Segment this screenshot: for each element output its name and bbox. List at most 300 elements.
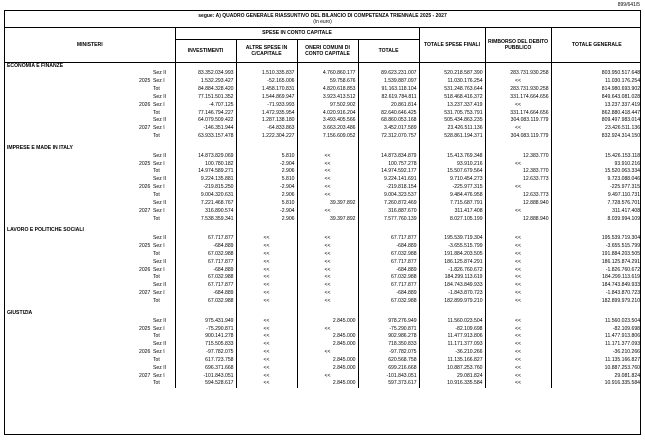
cell-totale-spese-finali: 8.027.105.199 <box>419 216 485 224</box>
table-row <box>5 176 641 184</box>
header-spese-conto-capitale: SPESE IN CONTO CAPITALE <box>175 28 419 39</box>
cell-oneri-comuni: << <box>297 373 358 381</box>
cell-investimenti: 594.528.617 <box>175 380 236 388</box>
section-type: Sez II <box>151 153 175 161</box>
cell-oneri-comuni: << <box>297 298 358 306</box>
year-label <box>137 70 151 78</box>
cell-totale: 718.350.833 <box>358 341 419 349</box>
cell-altre-spese: 2.906 <box>236 216 297 224</box>
cell-totale-spese-finali: 11.030.176.254 <box>419 78 485 86</box>
cell-totale-spese-finali: 9.484.476.958 <box>419 192 485 200</box>
cell-altre-spese: 5.810 <box>236 153 297 161</box>
section-type: Sez I <box>151 102 175 110</box>
cell-totale: 67.717.877 <box>358 282 419 290</box>
cell-totale-generale: 191.884.203.505 <box>601 250 641 257</box>
cell-totale-spese-finali: 531.248.763.644 <box>419 86 485 94</box>
cell-oneri-comuni: << <box>297 243 358 251</box>
cell-totale: 91.163.118.104 <box>358 86 419 94</box>
table-row <box>5 282 641 290</box>
cell-altre-spese: << <box>236 251 297 259</box>
cell-totale-generale: 7.728.576.701 <box>607 199 641 206</box>
budget-table <box>5 28 641 388</box>
cell-oneri-comuni: << <box>297 267 358 275</box>
cell-totale-generale: 832.924.314.150 <box>601 133 641 140</box>
cell-altre-spese: << <box>236 267 297 275</box>
cell-investimenti: 67.032.988 <box>175 274 236 282</box>
cell-totale-spese-finali: 15.507.679.564 <box>419 168 485 176</box>
section-type: Tot <box>151 380 175 388</box>
header-totale-spese-finali: TOTALE SPESE FINALI <box>419 28 485 62</box>
cell-rimborso-debito: << <box>485 184 551 192</box>
cell-rimborso-debito: << <box>485 341 551 349</box>
cell-totale-generale: 15.426.153.118 <box>605 152 641 159</box>
cell-oneri-comuni: 4.020.916.204 <box>297 110 358 118</box>
cell-rimborso-debito: << <box>485 235 551 243</box>
cell-oneri-comuni: << <box>297 192 358 200</box>
cell-totale-spese-finali: 11.171.377.093 <box>419 341 485 349</box>
year-label <box>137 216 151 224</box>
page-number: 899/641/5 <box>617 2 640 8</box>
year-label <box>137 168 151 176</box>
cell-rimborso-debito: << <box>485 161 551 169</box>
cell-rimborso-debito: << <box>485 349 551 357</box>
cell-altre-spese: -52.165.006 <box>236 78 297 86</box>
cell-totale-generale: -82.109.698 <box>612 325 641 332</box>
cell-investimenti: -146.351.944 <box>175 125 236 133</box>
header-investimenti: INVESTIMENTI <box>175 39 236 62</box>
table-row <box>5 110 641 118</box>
table-row <box>5 117 641 125</box>
header-altre-spese: ALTRE SPESE IN C/CAPITALE <box>236 39 297 62</box>
cell-totale: -97.782.075 <box>358 349 419 357</box>
table-row <box>5 70 641 78</box>
year-label: 2026 <box>139 184 151 191</box>
cell-altre-spese: << <box>236 290 297 298</box>
section-type: Sez I <box>151 373 175 381</box>
year-label <box>137 259 151 267</box>
cell-totale-spese-finali: 518.468.416.372 <box>419 94 485 102</box>
cell-oneri-comuni: << <box>297 274 358 282</box>
cell-oneri-comuni: 59.758.676 <box>297 78 358 86</box>
table-body <box>5 62 641 388</box>
cell-totale-generale: 10.916.335.584 <box>604 380 641 387</box>
section-header-row <box>5 145 641 153</box>
cell-investimenti: 67.717.877 <box>175 282 236 290</box>
table-row <box>5 125 641 133</box>
cell-oneri-comuni: << <box>297 184 358 192</box>
cell-rimborso-debito: 304.083.119.779 <box>485 117 551 125</box>
table-row <box>5 208 641 216</box>
section-type: Sez I <box>151 78 175 86</box>
section-type: Sez I <box>151 326 175 334</box>
cell-rimborso-debito: 304.083.119.779 <box>485 133 551 141</box>
cell-altre-spese: -2.904 <box>236 208 297 216</box>
section-type: Sez I <box>151 243 175 251</box>
cell-totale: 9.224.141.691 <box>358 176 419 184</box>
year-label <box>137 235 151 243</box>
cell-investimenti: 9.224.135.881 <box>175 176 236 184</box>
section-type: Sez I <box>151 184 175 192</box>
section-type: Sez I <box>151 349 175 357</box>
year-label <box>137 357 151 365</box>
cell-altre-spese: << <box>236 259 297 267</box>
cell-oneri-comuni: 7.156.609.052 <box>297 133 358 141</box>
cell-totale-spese-finali: 531.705.753.791 <box>419 110 485 118</box>
cell-rimborso-debito: << <box>485 259 551 267</box>
cell-totale: 597.373.617 <box>358 380 419 388</box>
cell-investimenti: 7.538.359.341 <box>175 216 236 224</box>
cell-investimenti: 64.079.509.422 <box>175 117 236 125</box>
cell-rimborso-debito: << <box>485 282 551 290</box>
cell-rimborso-debito: 283.731.930.258 <box>485 86 551 94</box>
cell-totale-generale: 93.910.216 <box>614 160 641 167</box>
table-row <box>5 216 641 224</box>
cell-totale: 67.717.877 <box>358 259 419 267</box>
cell-totale-generale: 9.723.088.046 <box>607 176 641 183</box>
cell-totale: 316.887.670 <box>358 208 419 216</box>
table-title: segue: A) QUADRO GENERALE RIASSUNTIVO DEL BILANCIO DI COMPETENZA TRIENNALE 2025 - 2027 <box>198 13 447 19</box>
cell-totale: -219.818.154 <box>358 184 419 192</box>
budget-table-sheet <box>4 10 641 435</box>
cell-totale-spese-finali: 520.218.587.390 <box>419 70 485 78</box>
cell-totale-generale: 10.887.253.760 <box>604 364 641 371</box>
cell-oneri-comuni: << <box>297 235 358 243</box>
cell-oneri-comuni: << <box>297 161 358 169</box>
cell-investimenti: 14.873.829.069 <box>175 153 236 161</box>
table-row <box>5 235 641 243</box>
cell-totale: 72.312.070.757 <box>358 133 419 141</box>
cell-altre-spese: << <box>236 274 297 282</box>
cell-totale-generale: 11.030.176.254 <box>605 78 641 85</box>
section-type: Sez II <box>151 117 175 125</box>
year-label: 2026 <box>139 101 151 108</box>
cell-totale-spese-finali: 311.417.408 <box>419 208 485 216</box>
ministry-name: LAVORO E POLITICHE SOCIALI <box>7 227 84 234</box>
cell-totale-generale: 311.417.408 <box>612 207 641 214</box>
cell-oneri-comuni: 97.502.902 <box>297 102 358 110</box>
cell-totale: 67.032.988 <box>358 298 419 306</box>
cell-totale-generale: 8.039.994.109 <box>607 215 641 222</box>
section-header-row <box>5 62 641 70</box>
ministry-name: IMPRESE E MADE IN ITALY <box>7 144 73 151</box>
cell-totale-generale: -3.655.515.799 <box>605 243 641 250</box>
year-label <box>137 298 151 306</box>
cell-investimenti: 84.884.328.420 <box>175 86 236 94</box>
section-type: Tot <box>151 333 175 341</box>
section-type: Tot <box>151 110 175 118</box>
cell-oneri-comuni: 2.845.000 <box>297 318 358 326</box>
cell-oneri-comuni: 2.845.000 <box>297 341 358 349</box>
table-row <box>5 341 641 349</box>
section-type: Sez I <box>151 125 175 133</box>
section-type: Sez II <box>151 235 175 243</box>
cell-rimborso-debito: 331.174.664.656 <box>485 94 551 102</box>
year-label <box>137 117 151 125</box>
section-type: Sez I <box>151 208 175 216</box>
cell-oneri-comuni: << <box>297 168 358 176</box>
cell-rimborso-debito: 12.888.940 <box>485 216 551 224</box>
table-row <box>5 161 641 169</box>
cell-totale: 620.568.758 <box>358 357 419 365</box>
cell-investimenti: -684.889 <box>175 243 236 251</box>
cell-totale: 68.860.053.168 <box>358 117 419 125</box>
cell-rimborso-debito: << <box>485 326 551 334</box>
section-type: Sez II <box>151 200 175 208</box>
cell-totale: 7.260.872.469 <box>358 200 419 208</box>
cell-totale-spese-finali: 23.426.511.136 <box>419 125 485 133</box>
year-label <box>137 380 151 388</box>
cell-totale: 20.861.814 <box>358 102 419 110</box>
section-type: Sez I <box>151 161 175 169</box>
table-row <box>5 200 641 208</box>
cell-totale: 1.539.887.097 <box>358 78 419 86</box>
cell-rimborso-debito: << <box>485 102 551 110</box>
year-label <box>137 333 151 341</box>
cell-totale-generale: 11.171.377.093 <box>605 341 641 348</box>
year-label: 2025 <box>139 325 151 332</box>
cell-oneri-comuni: << <box>297 251 358 259</box>
table-row <box>5 357 641 365</box>
year-label: 2027 <box>139 207 151 214</box>
section-type: Sez I <box>151 267 175 275</box>
section-header-row <box>5 310 641 318</box>
cell-totale-spese-finali: 7.715.687.791 <box>419 200 485 208</box>
cell-investimenti: 67.717.877 <box>175 235 236 243</box>
cell-totale: 67.032.988 <box>358 274 419 282</box>
header-oneri-comuni: ONERI COMUNI DI CONTO CAPITALE <box>297 39 358 62</box>
cell-investimenti: 67.717.877 <box>175 259 236 267</box>
year-label: 2026 <box>139 349 151 356</box>
section-type: Sez II <box>151 176 175 184</box>
cell-oneri-comuni: << <box>297 290 358 298</box>
cell-oneri-comuni: 4.820.618.853 <box>297 86 358 94</box>
cell-totale: 82.640.646.425 <box>358 110 419 118</box>
cell-altre-spese: -2.904 <box>236 184 297 192</box>
cell-oneri-comuni: 39.397.892 <box>297 216 358 224</box>
year-label <box>137 318 151 326</box>
cell-rimborso-debito: << <box>485 365 551 373</box>
cell-altre-spese: -71.933.993 <box>236 102 297 110</box>
cell-investimenti: 63.933.157.478 <box>175 133 236 141</box>
year-label <box>137 282 151 290</box>
cell-totale-generale: 15.520.063.334 <box>604 168 641 175</box>
cell-totale-generale: 803.950.517.648 <box>601 70 641 77</box>
cell-rimborso-debito: << <box>485 298 551 306</box>
cell-totale-generale: 814.980.693.902 <box>601 86 641 93</box>
cell-rimborso-debito: << <box>485 380 551 388</box>
table-row <box>5 373 641 381</box>
table-row <box>5 333 641 341</box>
table-row <box>5 243 641 251</box>
cell-totale-generale: 849.643.081.028 <box>601 93 641 100</box>
table-row <box>5 133 641 141</box>
cell-totale-spese-finali: -1.826.760.672 <box>419 267 485 275</box>
cell-totale: -75.290.871 <box>358 326 419 334</box>
cell-investimenti: 696.371.668 <box>175 365 236 373</box>
cell-totale: 67.717.877 <box>358 235 419 243</box>
cell-rimborso-debito: 12.633.773 <box>485 192 551 200</box>
cell-investimenti: 975.431.949 <box>175 318 236 326</box>
ministry-name: ECONOMIA E FINANZE <box>7 62 64 69</box>
cell-totale-spese-finali: 9.710.454.273 <box>419 176 485 184</box>
table-row <box>5 267 641 275</box>
table-row <box>5 318 641 326</box>
cell-altre-spese: << <box>236 318 297 326</box>
cell-rimborso-debito: << <box>485 243 551 251</box>
cell-totale-generale: 184.299.113.619 <box>602 274 641 281</box>
year-label <box>137 274 151 282</box>
cell-totale-spese-finali: 184.743.849.933 <box>419 282 485 290</box>
section-type: Tot <box>151 192 175 200</box>
table-row <box>5 259 641 267</box>
cell-investimenti: -97.782.075 <box>175 349 236 357</box>
cell-totale-spese-finali: -3.655.515.799 <box>419 243 485 251</box>
cell-investimenti: 316.890.574 <box>175 208 236 216</box>
cell-totale-generale: -1.843.870.723 <box>605 290 641 297</box>
cell-altre-spese: << <box>236 373 297 381</box>
section-type: Tot <box>151 216 175 224</box>
cell-totale-spese-finali: 191.884.203.505 <box>419 251 485 259</box>
cell-oneri-comuni: << <box>297 349 358 357</box>
year-label <box>137 251 151 259</box>
year-label <box>137 341 151 349</box>
cell-totale-spese-finali: -1.843.870.723 <box>419 290 485 298</box>
year-label <box>137 110 151 118</box>
cell-totale-spese-finali: 10.887.253.760 <box>419 365 485 373</box>
cell-totale-generale: 11.135.166.827 <box>605 356 641 363</box>
cell-totale-generale: 29.081.824 <box>614 372 641 379</box>
cell-investimenti: 100.780.182 <box>175 161 236 169</box>
cell-totale: 14.974.592.177 <box>358 168 419 176</box>
cell-investimenti: 900.141.278 <box>175 333 236 341</box>
cell-oneri-comuni: 2.845.000 <box>297 357 358 365</box>
section-type: Sez II <box>151 318 175 326</box>
cell-investimenti: 715.505.833 <box>175 341 236 349</box>
cell-rimborso-debito: << <box>485 125 551 133</box>
cell-totale-spese-finali: 186.125.874.291 <box>419 259 485 267</box>
cell-totale-generale: 11.560.023.504 <box>605 317 641 324</box>
cell-totale-generale: -1.826.760.672 <box>605 266 641 273</box>
cell-rimborso-debito: << <box>485 78 551 86</box>
cell-oneri-comuni: << <box>297 153 358 161</box>
year-label: 2027 <box>139 372 151 379</box>
ministry-name: GIUSTIZIA <box>7 309 33 316</box>
cell-investimenti: 617.723.758 <box>175 357 236 365</box>
table-title-block <box>5 11 640 28</box>
cell-altre-spese: << <box>236 282 297 290</box>
header-ministeri: MINISTERI <box>5 28 175 62</box>
cell-totale-spese-finali: 13.237.337.419 <box>419 102 485 110</box>
section-type: Tot <box>151 274 175 282</box>
cell-totale: 67.032.988 <box>358 251 419 259</box>
cell-totale-spese-finali: -225.977.315 <box>419 184 485 192</box>
cell-oneri-comuni: 2.845.000 <box>297 333 358 341</box>
cell-altre-spese: << <box>236 243 297 251</box>
cell-rimborso-debito: << <box>485 290 551 298</box>
cell-altre-spese: -2.904 <box>236 161 297 169</box>
table-row <box>5 184 641 192</box>
section-type: Tot <box>151 357 175 365</box>
cell-totale-spese-finali: 15.413.769.348 <box>419 153 485 161</box>
cell-totale: 3.452.017.589 <box>358 125 419 133</box>
cell-totale-generale: 862.880.418.447 <box>601 109 641 116</box>
table-row <box>5 102 641 110</box>
cell-totale: 7.577.760.139 <box>358 216 419 224</box>
year-label <box>137 94 151 102</box>
cell-rimborso-debito: 12.383.770 <box>485 168 551 176</box>
cell-totale-spese-finali: -82.109.698 <box>419 326 485 334</box>
cell-altre-spese: << <box>236 326 297 334</box>
cell-altre-spese: 1.287.138.180 <box>236 117 297 125</box>
section-type: Tot <box>151 168 175 176</box>
cell-rimborso-debito: << <box>485 357 551 365</box>
cell-investimenti: 67.032.988 <box>175 251 236 259</box>
cell-altre-spese: 1.510.335.837 <box>236 70 297 78</box>
year-label <box>137 176 151 184</box>
cell-totale-generale: 11.477.913.806 <box>605 333 641 340</box>
year-label: 2027 <box>139 125 151 132</box>
cell-investimenti: 7.221.468.767 <box>175 200 236 208</box>
cell-altre-spese: << <box>236 365 297 373</box>
cell-altre-spese: 1.472.935.954 <box>236 110 297 118</box>
header-rimborso-debito: RIMBORSO DEL DEBITO PUBBLICO <box>485 28 551 62</box>
section-type: Sez II <box>151 259 175 267</box>
cell-rimborso-debito: << <box>485 274 551 282</box>
cell-oneri-comuni: 39.397.892 <box>297 200 358 208</box>
cell-altre-spese: 2.906 <box>236 192 297 200</box>
section-type: Tot <box>151 133 175 141</box>
cell-rimborso-debito: 12.383.770 <box>485 153 551 161</box>
cell-totale-generale: 9.497.110.731 <box>607 192 641 198</box>
cell-rimborso-debito: 283.731.930.258 <box>485 70 551 78</box>
cell-totale-spese-finali: 10.916.335.584 <box>419 380 485 388</box>
cell-oneri-comuni: 2.845.000 <box>297 365 358 373</box>
year-label: 2027 <box>139 290 151 297</box>
cell-investimenti: -101.843.051 <box>175 373 236 381</box>
section-type: Tot <box>151 86 175 94</box>
cell-totale: 978.276.949 <box>358 318 419 326</box>
cell-totale-generale: 182.899.979.210 <box>601 297 641 304</box>
cell-altre-spese: << <box>236 298 297 306</box>
year-label: 2025 <box>139 243 151 250</box>
cell-investimenti: 77.146.794.227 <box>175 110 236 118</box>
cell-totale-generale: 23.426.511.136 <box>605 125 641 132</box>
cell-totale: -684.889 <box>358 290 419 298</box>
cell-altre-spese: 5.810 <box>236 176 297 184</box>
table-row <box>5 326 641 334</box>
cell-altre-spese: << <box>236 235 297 243</box>
cell-totale: 14.873.834.879 <box>358 153 419 161</box>
cell-totale-spese-finali: 11.135.166.827 <box>419 357 485 365</box>
cell-rimborso-debito: << <box>485 267 551 275</box>
cell-altre-spese: -64.833.863 <box>236 125 297 133</box>
header-totale: TOTALE <box>358 39 419 62</box>
cell-rimborso-debito: << <box>485 208 551 216</box>
table-row <box>5 251 641 259</box>
cell-totale-generale: 13.237.337.419 <box>604 101 641 108</box>
cell-rimborso-debito: 12.633.773 <box>485 176 551 184</box>
section-header-row <box>5 227 641 235</box>
year-label <box>137 200 151 208</box>
year-label <box>137 86 151 94</box>
year-label: 2025 <box>139 160 151 167</box>
cell-totale-generale: 186.125.874.291 <box>601 258 641 265</box>
cell-oneri-comuni: << <box>297 326 358 334</box>
cell-oneri-comuni: << <box>297 259 358 267</box>
cell-totale-spese-finali: -36.210.266 <box>419 349 485 357</box>
cell-investimenti: 1.532.293.427 <box>175 78 236 86</box>
cell-totale: 699.216.668 <box>358 365 419 373</box>
